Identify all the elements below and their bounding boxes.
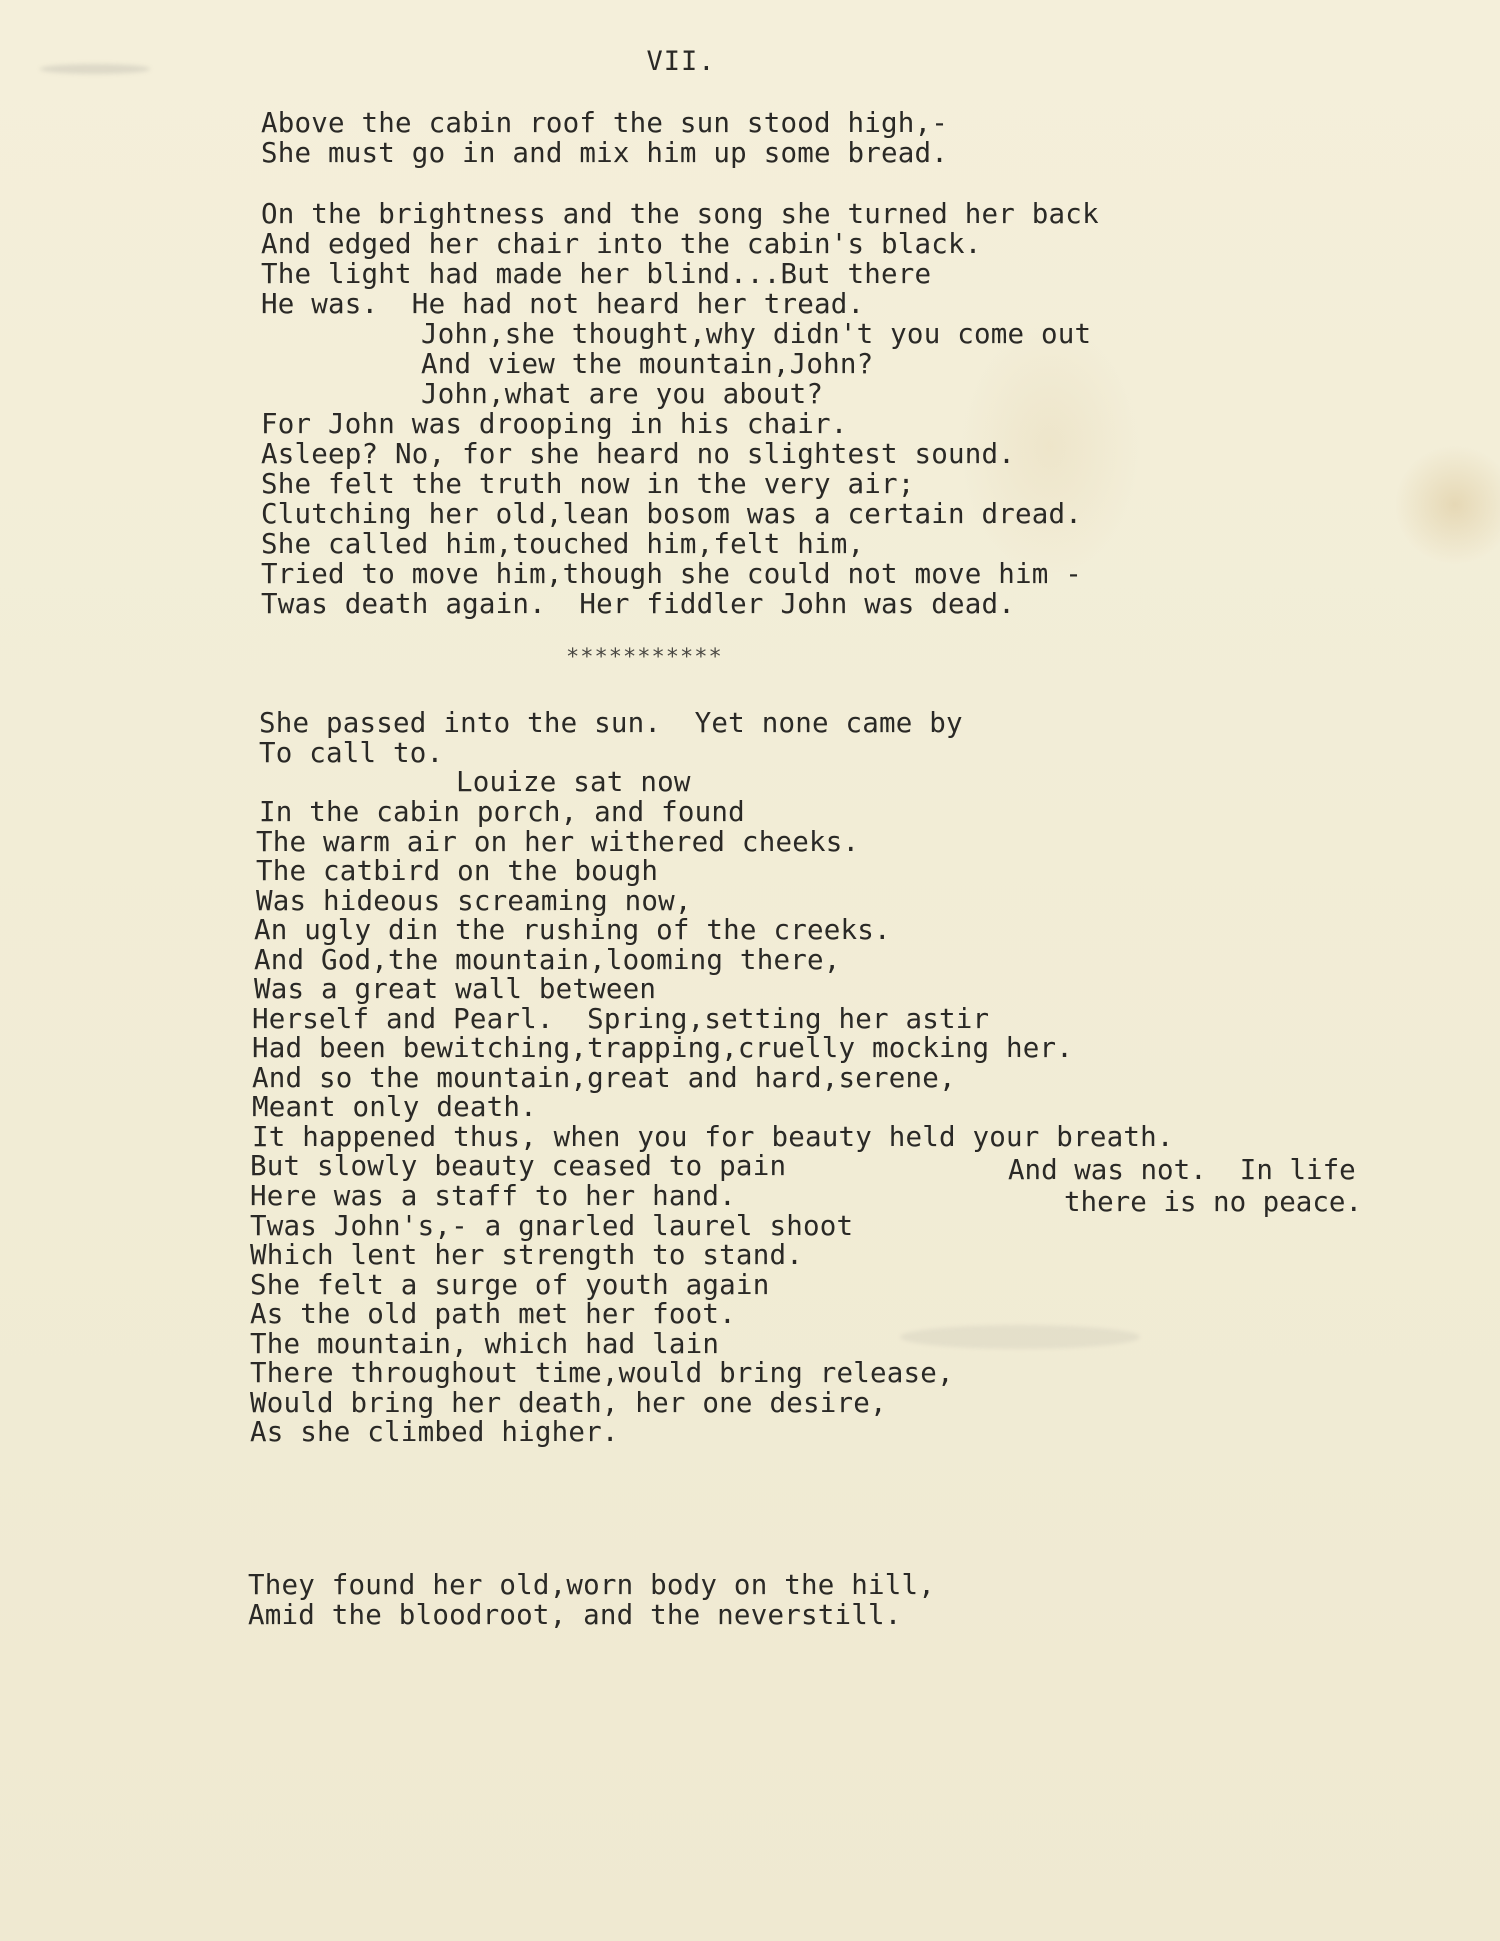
poem-line: Louize sat now [456, 766, 691, 798]
poem-line: Was a great wall between [254, 973, 657, 1005]
poem-line: Tried to move him,though she could not move him - [261, 558, 1083, 590]
poem-line: And God,the mountain,looming there, [254, 944, 841, 976]
poem-line: As the old path met her foot. [250, 1298, 736, 1330]
poem-line: To call to. [259, 737, 444, 769]
poem-line: Was hideous screaming now, [256, 885, 692, 917]
poem-line: And edged her chair into the cabin's black. [261, 228, 982, 260]
poem-line: The warm air on her withered cheeks. [256, 826, 860, 858]
poem-line: It happened thus, when you for beauty held your breath. [252, 1121, 1174, 1153]
poem-line: For John was drooping in his chair. [261, 408, 848, 440]
margin-note-line: And was not. In life [1008, 1154, 1356, 1186]
poem-line: He was. He had not heard her tread. [261, 288, 865, 320]
page-number: VII. [646, 46, 716, 77]
poem-line: Here was a staff to her hand. [250, 1180, 736, 1212]
poem-line: An ugly din the rushing of the creeks. [254, 914, 891, 946]
poem-line: And so the mountain,great and hard,serene, [252, 1062, 956, 1094]
margin-note-line: there is no peace. [1064, 1186, 1363, 1218]
poem-line: Meant only death. [252, 1091, 537, 1123]
poem-line: As she climbed higher. [250, 1416, 619, 1448]
poem-line: Twas John's,- a gnarled laurel shoot [250, 1210, 854, 1242]
poem-line: She called him,touched him,felt him, [261, 528, 865, 560]
poem-line: Amid the bloodroot, and the neverstill. [248, 1599, 902, 1631]
poem-line: The mountain, which had lain [250, 1328, 720, 1360]
poem-line: Would bring her death, her one desire, [250, 1387, 887, 1419]
poem-line: But slowly beauty ceased to pain [250, 1150, 787, 1182]
poem-line: She passed into the sun. Yet none came by [259, 707, 963, 739]
poem-line: The light had made her blind...But there [261, 258, 932, 290]
poem-line: There throughout time,would bring release, [250, 1357, 954, 1389]
poem-line: She felt a surge of youth again [250, 1269, 770, 1301]
poem-line: On the brightness and the song she turned her back [261, 198, 1099, 230]
poem-line: And view the mountain,John? [421, 348, 874, 380]
poem-line: She felt the truth now in the very air; [261, 468, 915, 500]
poem-line: Above the cabin roof the sun stood high,- [261, 107, 949, 139]
paper-smudge [40, 64, 150, 74]
poem-line: Had been bewitching,trapping,cruelly mocking her. [252, 1032, 1074, 1064]
section-separator: *********** [566, 645, 723, 670]
poem-line: She must go in and mix him up some bread. [261, 137, 949, 169]
poem-line: The catbird on the bough [256, 855, 659, 887]
poem-line: Asleep? No, for she heard no slightest sound. [261, 438, 1016, 470]
poem-line: Clutching her old,lean bosom was a certain dread. [261, 498, 1083, 530]
poem-line: John,what are you about? [421, 378, 824, 410]
paper-smudge [900, 1325, 1140, 1349]
poem-line: In the cabin porch, and found [259, 796, 745, 828]
poem-line: Herself and Pearl. Spring,setting her astir [252, 1003, 990, 1035]
poem-line: They found her old,worn body on the hill, [248, 1569, 936, 1601]
poem-line: Twas death again. Her fiddler John was dead. [261, 588, 1016, 620]
poem-line: John,she thought,why didn't you come out [421, 318, 1092, 350]
poem-line: Which lent her strength to stand. [250, 1239, 803, 1271]
